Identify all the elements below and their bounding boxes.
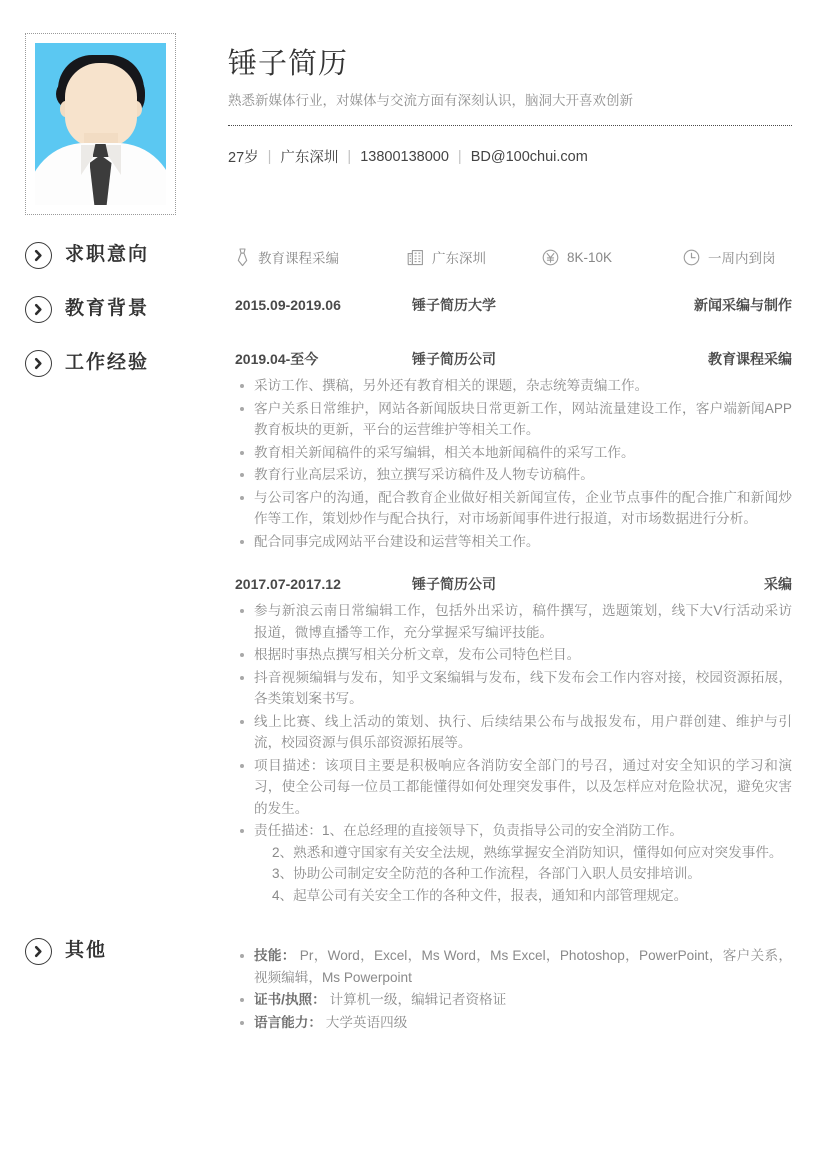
section-body-other bbox=[235, 937, 792, 1034]
list-item: 与公司客户的沟通，配合教育企业做好相关新闻宣传，企业节点事件的配合推广和新闻炒作等工作，策划炒作与配合执行，对市场新闻事件进行报道，对市场数据进行分析。 bbox=[235, 487, 792, 530]
avatar-frame bbox=[25, 33, 176, 215]
header-text-block bbox=[176, 33, 792, 215]
education-entry bbox=[235, 295, 792, 315]
intent-item-location bbox=[407, 247, 542, 267]
list-item: 线上比赛、线上活动的策划、执行、后续结果公布与战报发布，用户群创建、维护与引流，校园资源与俱乐部资源拓展等。 bbox=[235, 711, 792, 754]
experience-role: 教育课程采编 bbox=[708, 351, 792, 367]
list-item: 抖音视频编辑与发布，知乎文案编辑与发布，线下发布会工作内容对接，校园资源拓展，各类策划案书写。 bbox=[235, 667, 792, 710]
section-title: 求职意向 bbox=[65, 244, 150, 265]
list-item: 参与新浪云南日常编辑工作，包括外出采访，稿件撰写，选题策划，线下大V行活动采访报道，微博直播等工作，充分掌握采写编评技能。 bbox=[235, 600, 792, 643]
contact-separator: | bbox=[457, 148, 462, 165]
section-title: 教育背景 bbox=[65, 298, 150, 319]
experience-date: 2019.04-至今 bbox=[235, 351, 319, 367]
chevron-right-icon bbox=[25, 296, 52, 323]
list-item bbox=[235, 989, 792, 1011]
job-intent-row bbox=[235, 243, 792, 267]
section-label-education bbox=[25, 295, 235, 323]
yen-circle-icon bbox=[542, 249, 559, 266]
contact-phone: 13800138000 bbox=[360, 148, 449, 165]
resume-subtitle: 熟悉新媒体行业，对媒体与交流方面有深刻认识，脑洞大开喜欢创新 bbox=[228, 92, 633, 108]
list-item bbox=[235, 945, 792, 988]
experience-entry-head bbox=[235, 349, 792, 369]
resume-header bbox=[0, 0, 820, 215]
chevron-right-icon bbox=[25, 350, 52, 377]
other-label: 技能： bbox=[254, 948, 296, 963]
experience-bullet-list bbox=[235, 600, 792, 906]
list-item-responsibility bbox=[235, 820, 792, 906]
experience-company: 锤子简历公司 bbox=[412, 576, 496, 592]
responsibility-sub-line: 2、熟悉和遵守国家有关安全法规，熟练掌握安全消防知识，懂得如何应对突发事件。 bbox=[272, 844, 783, 860]
experience-date: 2017.07-2017.12 bbox=[235, 576, 341, 592]
contact-separator: | bbox=[267, 148, 272, 165]
responsibility-sub-line: 3、协助公司制定安全防范的各种工作流程，各部门入职人员安排培训。 bbox=[272, 866, 701, 881]
contact-email: BD@100chui.com bbox=[470, 148, 588, 165]
list-item: 客户关系日常维护，网站各新闻版块日常更新工作，网站流量建设工作，客户端新闻APP教育板块的更新，平台的运营维护等相关工作。 bbox=[235, 398, 792, 441]
education-date: 2015.09-2019.06 bbox=[235, 297, 341, 313]
contact-location: 广东深圳 bbox=[280, 150, 339, 167]
section-label-experience bbox=[25, 349, 235, 907]
section-title: 其他 bbox=[65, 940, 108, 961]
intent-item-position bbox=[235, 247, 407, 267]
building-icon bbox=[407, 249, 424, 266]
intent-availability-text: 一周内到岗 bbox=[708, 251, 776, 266]
list-item: 根据时事热点撰写相关分析文章，发布公司特色栏目。 bbox=[235, 644, 792, 666]
section-label-job-intent bbox=[25, 241, 235, 269]
responsibility-lead: 责任描述：1、在总经理的直接领导下，负责指导公司的安全消防工作。 bbox=[254, 823, 683, 838]
list-item: 采访工作、撰稿，另外还有教育相关的课题，杂志统筹责编工作。 bbox=[235, 375, 792, 397]
section-education bbox=[0, 295, 820, 323]
education-school: 锤子简历大学 bbox=[412, 297, 496, 313]
contact-line bbox=[228, 146, 792, 167]
section-title: 工作经验 bbox=[65, 352, 150, 373]
section-other bbox=[0, 937, 820, 1034]
intent-item-availability bbox=[683, 247, 776, 267]
contact-separator: | bbox=[347, 148, 352, 165]
education-major: 新闻采编与制作 bbox=[694, 297, 792, 313]
avatar bbox=[35, 43, 166, 205]
experience-entry bbox=[235, 574, 792, 906]
list-item: 配合同事完成网站平台建设和运营等相关工作。 bbox=[235, 531, 792, 553]
other-label: 证书/执照： bbox=[254, 992, 326, 1007]
other-value: 大学英语四级 bbox=[321, 1014, 408, 1030]
list-item: 教育行业高层采访，独立撰写采访稿件及人物专访稿件。 bbox=[235, 464, 792, 486]
other-list bbox=[235, 945, 792, 1033]
chevron-right-icon bbox=[25, 938, 52, 965]
intent-salary-text: 8K-10K bbox=[567, 249, 613, 265]
chevron-right-icon bbox=[25, 242, 52, 269]
responsibility-sub-line: 4、起草公司有关安全工作的各种文件，报表，通知和内部管理规定。 bbox=[272, 887, 688, 903]
section-job-intent bbox=[0, 241, 820, 269]
education-entry-head bbox=[235, 295, 792, 315]
section-label-other bbox=[25, 937, 235, 1034]
experience-entry-head bbox=[235, 574, 792, 594]
intent-position-text: 教育课程采编 bbox=[258, 251, 339, 266]
list-item bbox=[235, 1012, 792, 1034]
section-body-job-intent bbox=[235, 241, 792, 269]
page-title: 锤子简历 bbox=[228, 48, 349, 80]
list-item: 项目描述：该项目主要是积极响应各消防安全部门的号召，通过对安全知识的学习和演习，使全公司每一位员工都能懂得如何处理突发事件，以及怎样应对危险状况，避免灾害的发生。 bbox=[235, 755, 792, 820]
experience-entry bbox=[235, 349, 792, 552]
clock-icon bbox=[683, 249, 700, 266]
header-divider bbox=[228, 125, 792, 126]
other-value: Pr，Word，Excel，Ms Word，Ms Excel，Photoshop，PowerPoint，客户关系，视频编辑，Ms Powerpoint bbox=[254, 948, 792, 985]
intent-item-salary bbox=[542, 249, 683, 266]
experience-company: 锤子简历公司 bbox=[412, 351, 496, 367]
experience-bullet-list bbox=[235, 375, 792, 552]
experience-role: 采编 bbox=[764, 576, 792, 592]
contact-age: 27岁 bbox=[228, 150, 259, 167]
section-experience bbox=[0, 349, 820, 907]
necktie-icon bbox=[235, 248, 250, 267]
intent-location-text: 广东深圳 bbox=[432, 251, 486, 266]
other-value: 计算机一级，编辑记者资格证 bbox=[325, 992, 507, 1007]
list-item: 教育相关新闻稿件的采写编辑，相关本地新闻稿件的采写工作。 bbox=[235, 442, 792, 464]
section-body-experience bbox=[235, 349, 792, 907]
other-label: 语言能力： bbox=[254, 1014, 322, 1030]
section-body-education bbox=[235, 295, 792, 323]
